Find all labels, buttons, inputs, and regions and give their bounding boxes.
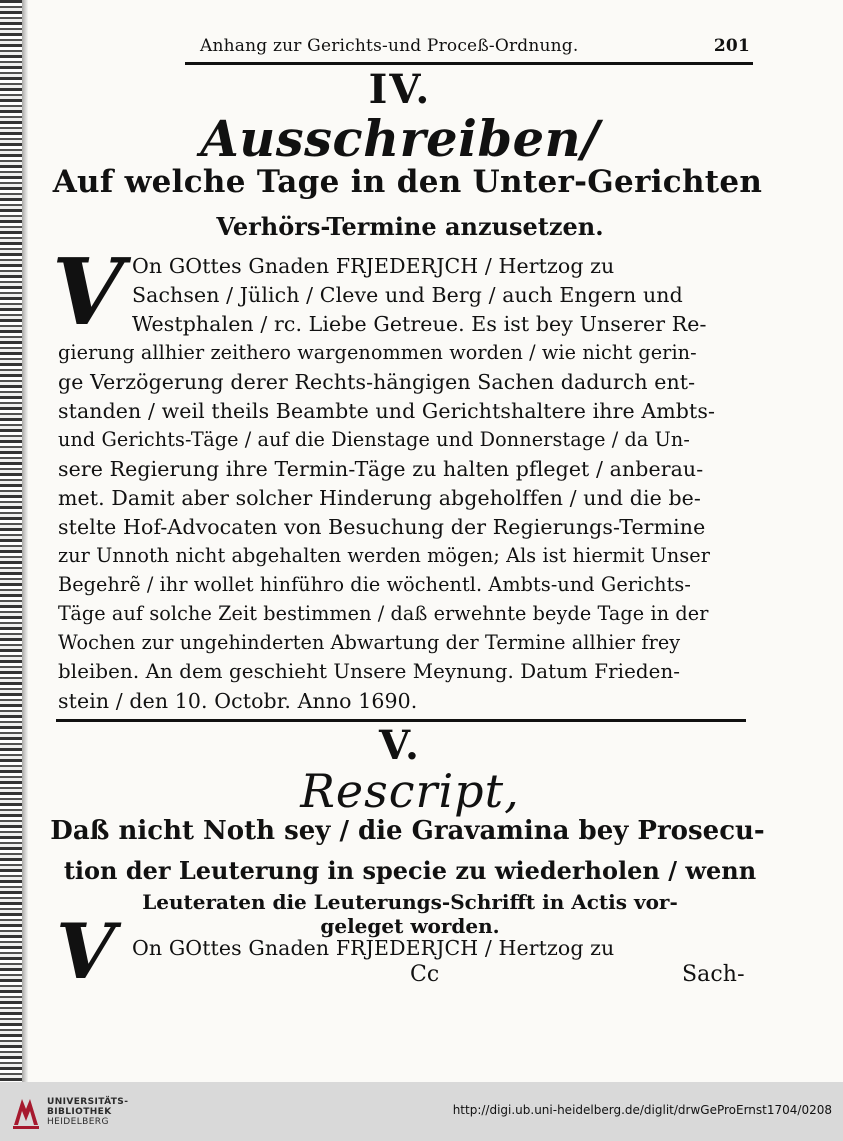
body-line: zur Unnoth nicht abgehalten werden mögen; Als ist hiermit Unser xyxy=(58,544,711,567)
section-title-ausschreiben: Ausschreiben/ xyxy=(200,110,600,168)
institution-name: UNIVERSITÄTS- BIBLIOTHEK HEIDELBERG xyxy=(47,1097,129,1127)
section-subtitle-3: Leuteraten die Leuterungs-Schrifft in Actis vor- xyxy=(142,890,678,914)
body-line: stelte Hof-Advocaten von Besuchung der Regierungs-Termine xyxy=(58,515,706,539)
section-subtitle: Auf welche Tage in den Unter-Gerichten xyxy=(52,164,763,200)
body-line: standen / weil theils Beambte und Gerichtshaltere ihre Ambts- xyxy=(58,399,715,423)
binding-shadow xyxy=(22,0,28,1082)
body-line: Wochen zur ungehinderten Abwartung der Termine allhier frey xyxy=(58,631,681,654)
library-logo-icon xyxy=(10,1095,42,1131)
section-subtitle-4: geleget worden. xyxy=(320,914,500,938)
body-line: met. Damit aber solcher Hinderung abgeholffen / und die be- xyxy=(58,486,701,510)
binding-edge xyxy=(0,0,22,1082)
section-number-iv: IV. xyxy=(368,66,432,113)
section-number-v: V. xyxy=(379,722,421,769)
running-header xyxy=(190,36,750,60)
body-line: Sachsen / Jülich / Cleve und Berg / auch Engern und xyxy=(132,283,683,307)
body-line: On GOttes Gnaden FRJEDERJCH / Hertzog zu xyxy=(132,254,615,278)
signature-mark: Cc xyxy=(410,962,440,987)
drop-cap: V xyxy=(56,907,115,996)
body-line: sere Regierung ihre Termin-Täge zu halten pfleget / anberau- xyxy=(58,457,704,481)
section-subtitle: Daß nicht Noth sey / die Gravamina bey Prosecu- xyxy=(50,816,765,846)
body-line: gierung allhier zeithero wargenommen worden / wie nicht gerin- xyxy=(58,341,697,364)
section-subtitle-2: Verhörs-Termine anzusetzen. xyxy=(216,212,604,241)
folio-number: 201 xyxy=(713,36,750,56)
body-line: Täge auf solche Zeit bestimmen / daß erwehnte beyde Tage in der xyxy=(58,602,709,625)
catchword: Sach- xyxy=(682,962,745,987)
body-line: und Gerichts-Täge / auf die Dienstage und Donnerstage / da Un- xyxy=(58,428,690,451)
body-line: ge Verzögerung derer Rechts-hängigen Sachen dadurch ent- xyxy=(58,370,696,394)
body-line: Begehrẽ / ihr wollet hinführo die wöchentl. Ambts-und Gerichts- xyxy=(58,573,691,596)
body-line: On GOttes Gnaden FRJEDERJCH / Hertzog zu xyxy=(132,936,615,960)
source-link[interactable]: http://digi.ub.uni-heidelberg.de/diglit/drwGeProErnst1704/0208 xyxy=(452,1103,832,1117)
viewer-footer xyxy=(0,1082,843,1141)
body-line: Westphalen / rc. Liebe Getreue. Es ist bey Unserer Re- xyxy=(132,312,707,336)
header-rule xyxy=(185,62,753,65)
body-line: bleiben. An dem geschieht Unsere Meynung. Datum Frieden- xyxy=(58,660,681,683)
body-line: stein / den 10. Octobr. Anno 1690. xyxy=(58,689,418,713)
section-subtitle-2: tion der Leuterung in specie zu wiederholen / wenn xyxy=(63,856,757,885)
drop-cap: V xyxy=(52,238,124,346)
running-head: Anhang zur Gerichts-und Proceß-Ordnung. xyxy=(200,36,579,56)
section-title-rescript: Rescript, xyxy=(300,764,520,818)
